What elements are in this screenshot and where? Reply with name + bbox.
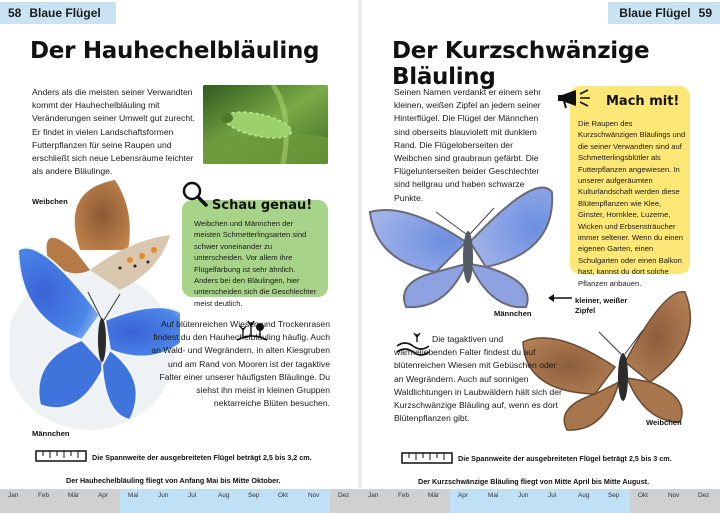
month-label: Jun (158, 492, 169, 499)
month-right-5 (480, 489, 510, 513)
month-label: Feb (398, 492, 410, 499)
month-label: Okt (278, 492, 288, 499)
month-label: Mär (68, 492, 80, 499)
ruler-icon-left (35, 449, 87, 463)
month-left-2 (30, 489, 60, 513)
month-label: Aug (218, 492, 230, 499)
month-label: Okt (638, 492, 648, 499)
month-label: Jul (548, 492, 557, 499)
magnifier-icon (181, 180, 209, 208)
month-left-12 (330, 489, 360, 513)
action-box-text: Die Raupen des Kurzschwänzigen Bläulings und die seiner Verwandten sind auf Schmetterlingsblütler als Futterpflanzen angewiesen. In unserer aufgeräumten Kulturlandschaft werden diese Blütenpflanzen wie Klee, Ginster, Hornklee, Luzerne, Wicken und Erbsensträucher immer seltener. Wenn du einen eigenen Garten, einen Schulgarten oder einen Balkon hast, kannst du dort solche Pflanzen anbauen. (578, 119, 686, 288)
left-page-title: Der Hauhechelbläuling (30, 38, 320, 64)
ruler-icon-right (401, 451, 453, 465)
month-left-11 (300, 489, 330, 513)
left-flight-period: Der Hauhechelbläuling fliegt von Anfang Mai bis Mitte Oktober. (66, 476, 281, 485)
caterpillar-photo (203, 85, 328, 164)
month-right-2 (390, 489, 420, 513)
month-right-8 (570, 489, 600, 513)
left-wingspan-text: Die Spannweite der ausgebreiteten Flügel beträgt 2,5 bis 3,2 cm. (92, 453, 312, 462)
month-left-4 (90, 489, 120, 513)
tip-box (182, 200, 328, 308)
label-male-right: Männchen (494, 309, 532, 318)
month-left-9 (240, 489, 270, 513)
label-tail: kleiner, weißer Zipfel (575, 296, 628, 315)
tip-box-heading: Schau genau! (212, 198, 313, 213)
month-left-1 (0, 489, 30, 513)
section-title-right: Blaue Flügel (619, 6, 691, 20)
month-left-5 (120, 489, 150, 513)
tip-box-text: Weibchen und Männchen der meisten Schmetterlingsarten sind schwer voneinander zu unterscheiden. Vor allem ihre Flügelfärbung ist sehr ähnlich. Anders bei den Bläulingen, hier unterscheiden sich die Geschlechter meist deutlich. (194, 219, 317, 308)
month-label: Dez (698, 492, 710, 499)
month-right-12 (690, 489, 720, 513)
month-right-6 (510, 489, 540, 513)
month-label: Jan (368, 492, 379, 499)
megaphone-icon (556, 86, 602, 112)
left-intro-text: Anders als die meisten seiner Verwandten kommt der Hauhechelbläuling mit Veränderungen seiner Umwelt gut zurecht. Er findet in vielen Landschaftsformen Futterpflanzen für seine Raupen und erschließt sich neue Lebensräume leichter als andere Bläulinge. (32, 87, 195, 177)
label-female-left: Weibchen (32, 197, 68, 206)
action-box-heading: Mach mit! (606, 94, 680, 109)
right-page-tab (608, 2, 720, 24)
month-label: Mai (488, 492, 499, 499)
month-label: Mai (128, 492, 139, 499)
month-label: Sep (248, 492, 260, 499)
month-right-4 (450, 489, 480, 513)
month-right-1 (360, 489, 390, 513)
month-left-3 (60, 489, 90, 513)
month-right-7 (540, 489, 570, 513)
month-left-8 (210, 489, 240, 513)
left-page-tab (0, 2, 116, 24)
month-left-10 (270, 489, 300, 513)
month-label: Apr (98, 492, 108, 499)
month-label: Jan (8, 492, 19, 499)
month-left-7 (180, 489, 210, 513)
right-flight-period: Der Kurzschwänzige Bläuling fliegt von Mitte April bis Mitte August. (418, 477, 650, 486)
month-right-11 (660, 489, 690, 513)
page-number-left: 58 (8, 6, 22, 20)
month-label: Aug (578, 492, 590, 499)
month-label: Apr (458, 492, 468, 499)
month-label: Feb (38, 492, 50, 499)
action-box (570, 86, 690, 288)
month-label: Nov (668, 492, 680, 499)
month-left-6 (150, 489, 180, 513)
label-male-left: Männchen (32, 429, 70, 438)
month-label: Jun (518, 492, 529, 499)
section-title-left: Blaue Flügel (29, 6, 101, 20)
month-label: Dez (338, 492, 350, 499)
right-wingspan-text: Die Spannweite der ausgebreiteten Flügel beträgt 2,5 bis 3 cm. (458, 454, 672, 463)
left-habitat-text: Auf blütenreichen Wiesen und Trockenrasen findest du den Hauhechelbläuling häufig. Auch an Wald- und Wegrändern, in alten Kiesgruben und am Rand von Mooren ist der tagaktive Falter einer unserer häufigsten Bläulinge. Du siehst ihn meist in kleinen Gruppen nektarreiche Blüten besuchen. (151, 319, 330, 409)
month-right-3 (420, 489, 450, 513)
month-right-10 (630, 489, 660, 513)
month-label: Mär (428, 492, 440, 499)
book-spine (358, 0, 362, 488)
month-label: Nov (308, 492, 320, 499)
page-number-right: 59 (698, 6, 712, 20)
label-female-right: Weibchen (646, 418, 682, 427)
right-intro-text: Seinen Namen verdankt er einem sehr kleinen, weißen Zipfel an jedem seiner Hinterflügel. Die Flügel der Männchen sind oberseits blauviolett mit dunklem Rand. Die Flügeloberseiten der Weibchen sind graubraun gefärbt. Die Flügelunterseiten beider Geschlechter sind hellgrau und haben schwarze Punkte. (394, 87, 542, 203)
month-label: Sep (608, 492, 620, 499)
right-page-title: Der Kurzschwänzige Bläuling (392, 38, 650, 90)
month-label: Jul (188, 492, 197, 499)
month-right-9 (600, 489, 630, 513)
right-habitat-text: Die tagaktiven und wärmeliebenden Falter findest du auf blütenreichen Wiesen mit Gebüschen oder an Wegrändern. Auch auf sonnigen Waldlichtungen in Laubwäldern hält sich der Kurzschwänzige Bläuling auf, wenn es dort Blütenpflanzen gibt. (394, 334, 562, 424)
